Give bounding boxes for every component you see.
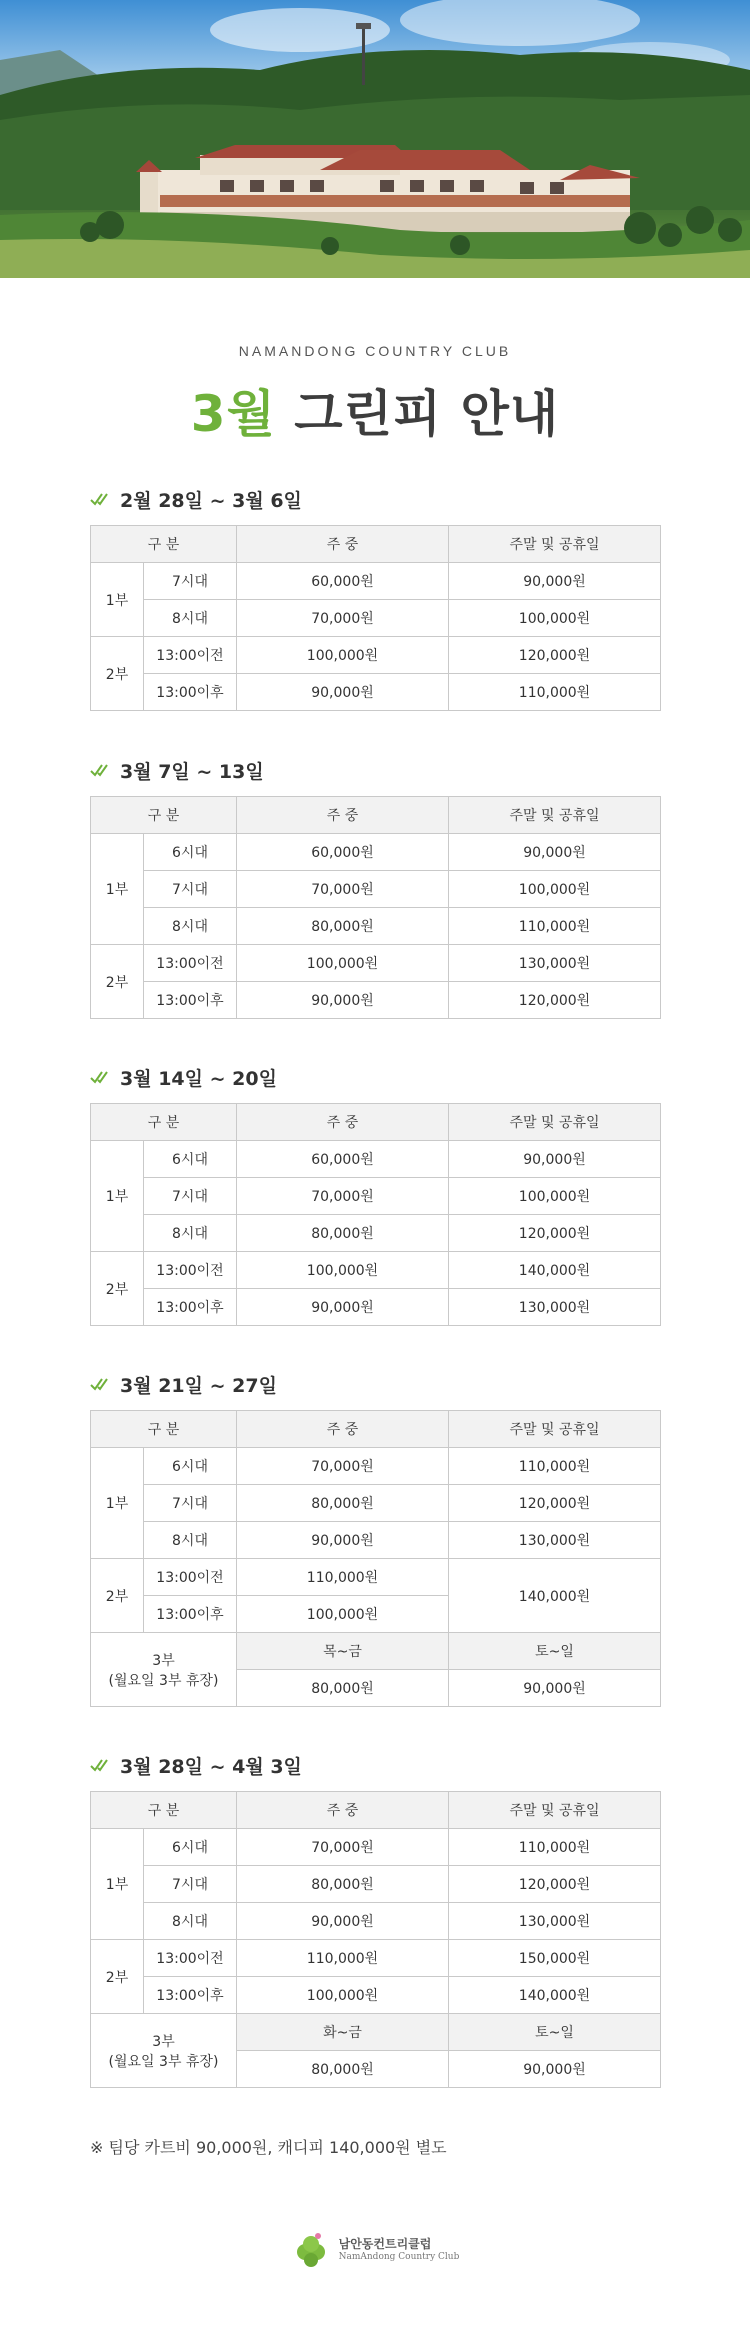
weekend-fee: 100,000원 [449,1178,661,1215]
weekday-fee: 70,000원 [237,1448,449,1485]
weekday-fee: 80,000원 [237,1670,449,1707]
weekend-fee: 140,000원 [449,1559,661,1633]
double-check-icon [90,763,112,777]
header-weekend: 주말 및 공휴일 [449,1104,661,1141]
weekday-fee: 60,000원 [237,563,449,600]
time-cell: 8시대 [144,1522,237,1559]
part-label: 2부 [91,1559,144,1633]
time-cell: 7시대 [144,1178,237,1215]
weekday-fee: 80,000원 [237,1866,449,1903]
weekday-days-header: 화~금 [237,2014,449,2051]
hero-image [0,0,750,278]
weekday-fee: 70,000원 [237,871,449,908]
section-title: 3월 28일 ~ 4월 3일 [120,1755,302,1778]
fee-note: ※ 팀당 카트비 90,000원, 캐디피 140,000원 별도 [90,2138,447,2157]
fee-table [90,796,661,1019]
fee-section-2 [90,756,660,1019]
time-cell: 7시대 [144,1485,237,1522]
header-weekend: 주말 및 공휴일 [449,797,661,834]
clubhouse-photo [0,0,750,278]
header-weekday: 주 중 [237,797,449,834]
title-month: 3월 [190,385,276,443]
weekday-fee: 60,000원 [237,834,449,871]
double-check-icon [90,492,112,506]
time-cell: 13:00이전 [144,637,237,674]
part-label: 1부 [91,563,144,637]
header-weekend: 주말 및 공휴일 [449,526,661,563]
fee-table [90,1791,661,2088]
header-weekday: 주 중 [237,526,449,563]
weekend-fee: 120,000원 [449,1485,661,1522]
header-weekday: 주 중 [237,1792,449,1829]
weekend-fee: 110,000원 [449,674,661,711]
section-title: 3월 14일 ~ 20일 [120,1067,277,1090]
fee-section-1 [90,485,660,711]
time-cell: 13:00이전 [144,1252,237,1289]
header-category: 구 분 [91,526,237,563]
header-category: 구 분 [91,1411,237,1448]
time-cell: 6시대 [144,1829,237,1866]
time-cell: 7시대 [144,1866,237,1903]
weekend-fee: 140,000원 [449,1977,661,2014]
weekday-fee: 90,000원 [237,1903,449,1940]
weekend-fee: 110,000원 [449,1448,661,1485]
weekday-fee: 90,000원 [237,1522,449,1559]
fee-section-4 [90,1370,660,1707]
weekend-fee: 120,000원 [449,982,661,1019]
weekday-fee: 80,000원 [237,1485,449,1522]
weekend-fee: 130,000원 [449,1289,661,1326]
fee-table [90,525,661,711]
time-cell: 13:00이후 [144,1596,237,1633]
weekend-fee: 100,000원 [449,871,661,908]
header-weekday: 주 중 [237,1104,449,1141]
double-check-icon [90,1377,112,1391]
part-label: 1부 [91,1141,144,1252]
weekend-fee: 120,000원 [449,1866,661,1903]
weekend-fee: 90,000원 [449,1670,661,1707]
section-title: 3월 7일 ~ 13일 [120,760,264,783]
header-weekend: 주말 및 공휴일 [449,1792,661,1829]
page-title [0,374,750,446]
time-cell: 7시대 [144,871,237,908]
club-name-en: NAMANDONG COUNTRY CLUB [238,343,512,359]
weekend-fee: 120,000원 [449,637,661,674]
weekend-fee: 110,000원 [449,1829,661,1866]
weekday-fee: 80,000원 [237,2051,449,2088]
weekday-fee: 60,000원 [237,1141,449,1178]
time-cell: 13:00이전 [144,945,237,982]
part-label: 1부 [91,1829,144,1940]
part3-label [91,2014,237,2088]
time-cell: 8시대 [144,1215,237,1252]
part-label: 3부 [152,1652,175,1669]
part-label: 1부 [91,1448,144,1559]
header-category: 구 분 [91,797,237,834]
fee-table [90,1103,661,1326]
weekend-fee: 100,000원 [449,600,661,637]
part-note: (월요일 3부 휴장) [108,2053,219,2070]
weekday-fee: 90,000원 [237,674,449,711]
header-weekday: 주 중 [237,1411,449,1448]
weekday-fee: 100,000원 [237,1977,449,2014]
weekday-fee: 70,000원 [237,1829,449,1866]
header-category: 구 분 [91,1104,237,1141]
weekend-fee: 90,000원 [449,834,661,871]
weekend-fee: 130,000원 [449,1903,661,1940]
time-cell: 6시대 [144,1448,237,1485]
part-label: 3부 [152,2033,175,2050]
weekday-fee: 80,000원 [237,908,449,945]
weekday-days-header: 목~금 [237,1633,449,1670]
footer-logo [0,2220,750,2280]
logo-name-ko: 남안동컨트리클럽 [338,2237,432,2252]
time-cell: 6시대 [144,834,237,871]
part-note: (월요일 3부 휴장) [108,1672,219,1689]
weekend-fee: 140,000원 [449,1252,661,1289]
weekday-fee: 90,000원 [237,982,449,1019]
weekend-fee: 130,000원 [449,1522,661,1559]
weekend-days-header: 토~일 [449,1633,661,1670]
weekend-days-header: 토~일 [449,2014,661,2051]
part-label: 2부 [91,1940,144,2014]
weekend-fee: 120,000원 [449,1215,661,1252]
time-cell: 13:00이전 [144,1559,237,1596]
weekday-fee: 100,000원 [237,1596,449,1633]
weekend-fee: 110,000원 [449,908,661,945]
time-cell: 13:00이전 [144,1940,237,1977]
time-cell: 8시대 [144,600,237,637]
time-cell: 13:00이후 [144,1977,237,2014]
logo-name-en: NamAndong Country Club [338,2251,460,2262]
time-cell: 8시대 [144,908,237,945]
double-check-icon [90,1070,112,1084]
weekend-fee: 90,000원 [449,1141,661,1178]
time-cell: 13:00이후 [144,674,237,711]
time-cell: 13:00이후 [144,1289,237,1326]
weekday-fee: 70,000원 [237,1178,449,1215]
time-cell: 7시대 [144,563,237,600]
part-label: 2부 [91,637,144,711]
weekday-fee: 100,000원 [237,1252,449,1289]
fee-section-5 [90,1751,660,2088]
fee-section-3 [90,1063,660,1326]
weekend-fee: 90,000원 [449,563,661,600]
header-weekend: 주말 및 공휴일 [449,1411,661,1448]
part-label: 1부 [91,834,144,945]
section-title: 3월 21일 ~ 27일 [120,1374,277,1397]
weekday-fee: 110,000원 [237,1559,449,1596]
section-title: 2월 28일 ~ 3월 6일 [120,489,302,512]
weekday-fee: 80,000원 [237,1215,449,1252]
weekday-fee: 110,000원 [237,1940,449,1977]
double-check-icon [90,1758,112,1772]
part-label: 2부 [91,945,144,1019]
weekend-fee: 150,000원 [449,1940,661,1977]
time-cell: 6시대 [144,1141,237,1178]
time-cell: 13:00이후 [144,982,237,1019]
time-cell: 8시대 [144,1903,237,1940]
title-text: 그린피 안내 [275,385,560,443]
weekday-fee: 90,000원 [237,1289,449,1326]
weekend-fee: 90,000원 [449,2051,661,2088]
clover-logo-icon [291,2230,331,2270]
weekday-fee: 100,000원 [237,945,449,982]
weekday-fee: 70,000원 [237,600,449,637]
fee-table [90,1410,661,1707]
part-label: 2부 [91,1252,144,1326]
part3-label [91,1633,237,1707]
weekday-fee: 100,000원 [237,637,449,674]
weekend-fee: 130,000원 [449,945,661,982]
header-category: 구 분 [91,1792,237,1829]
